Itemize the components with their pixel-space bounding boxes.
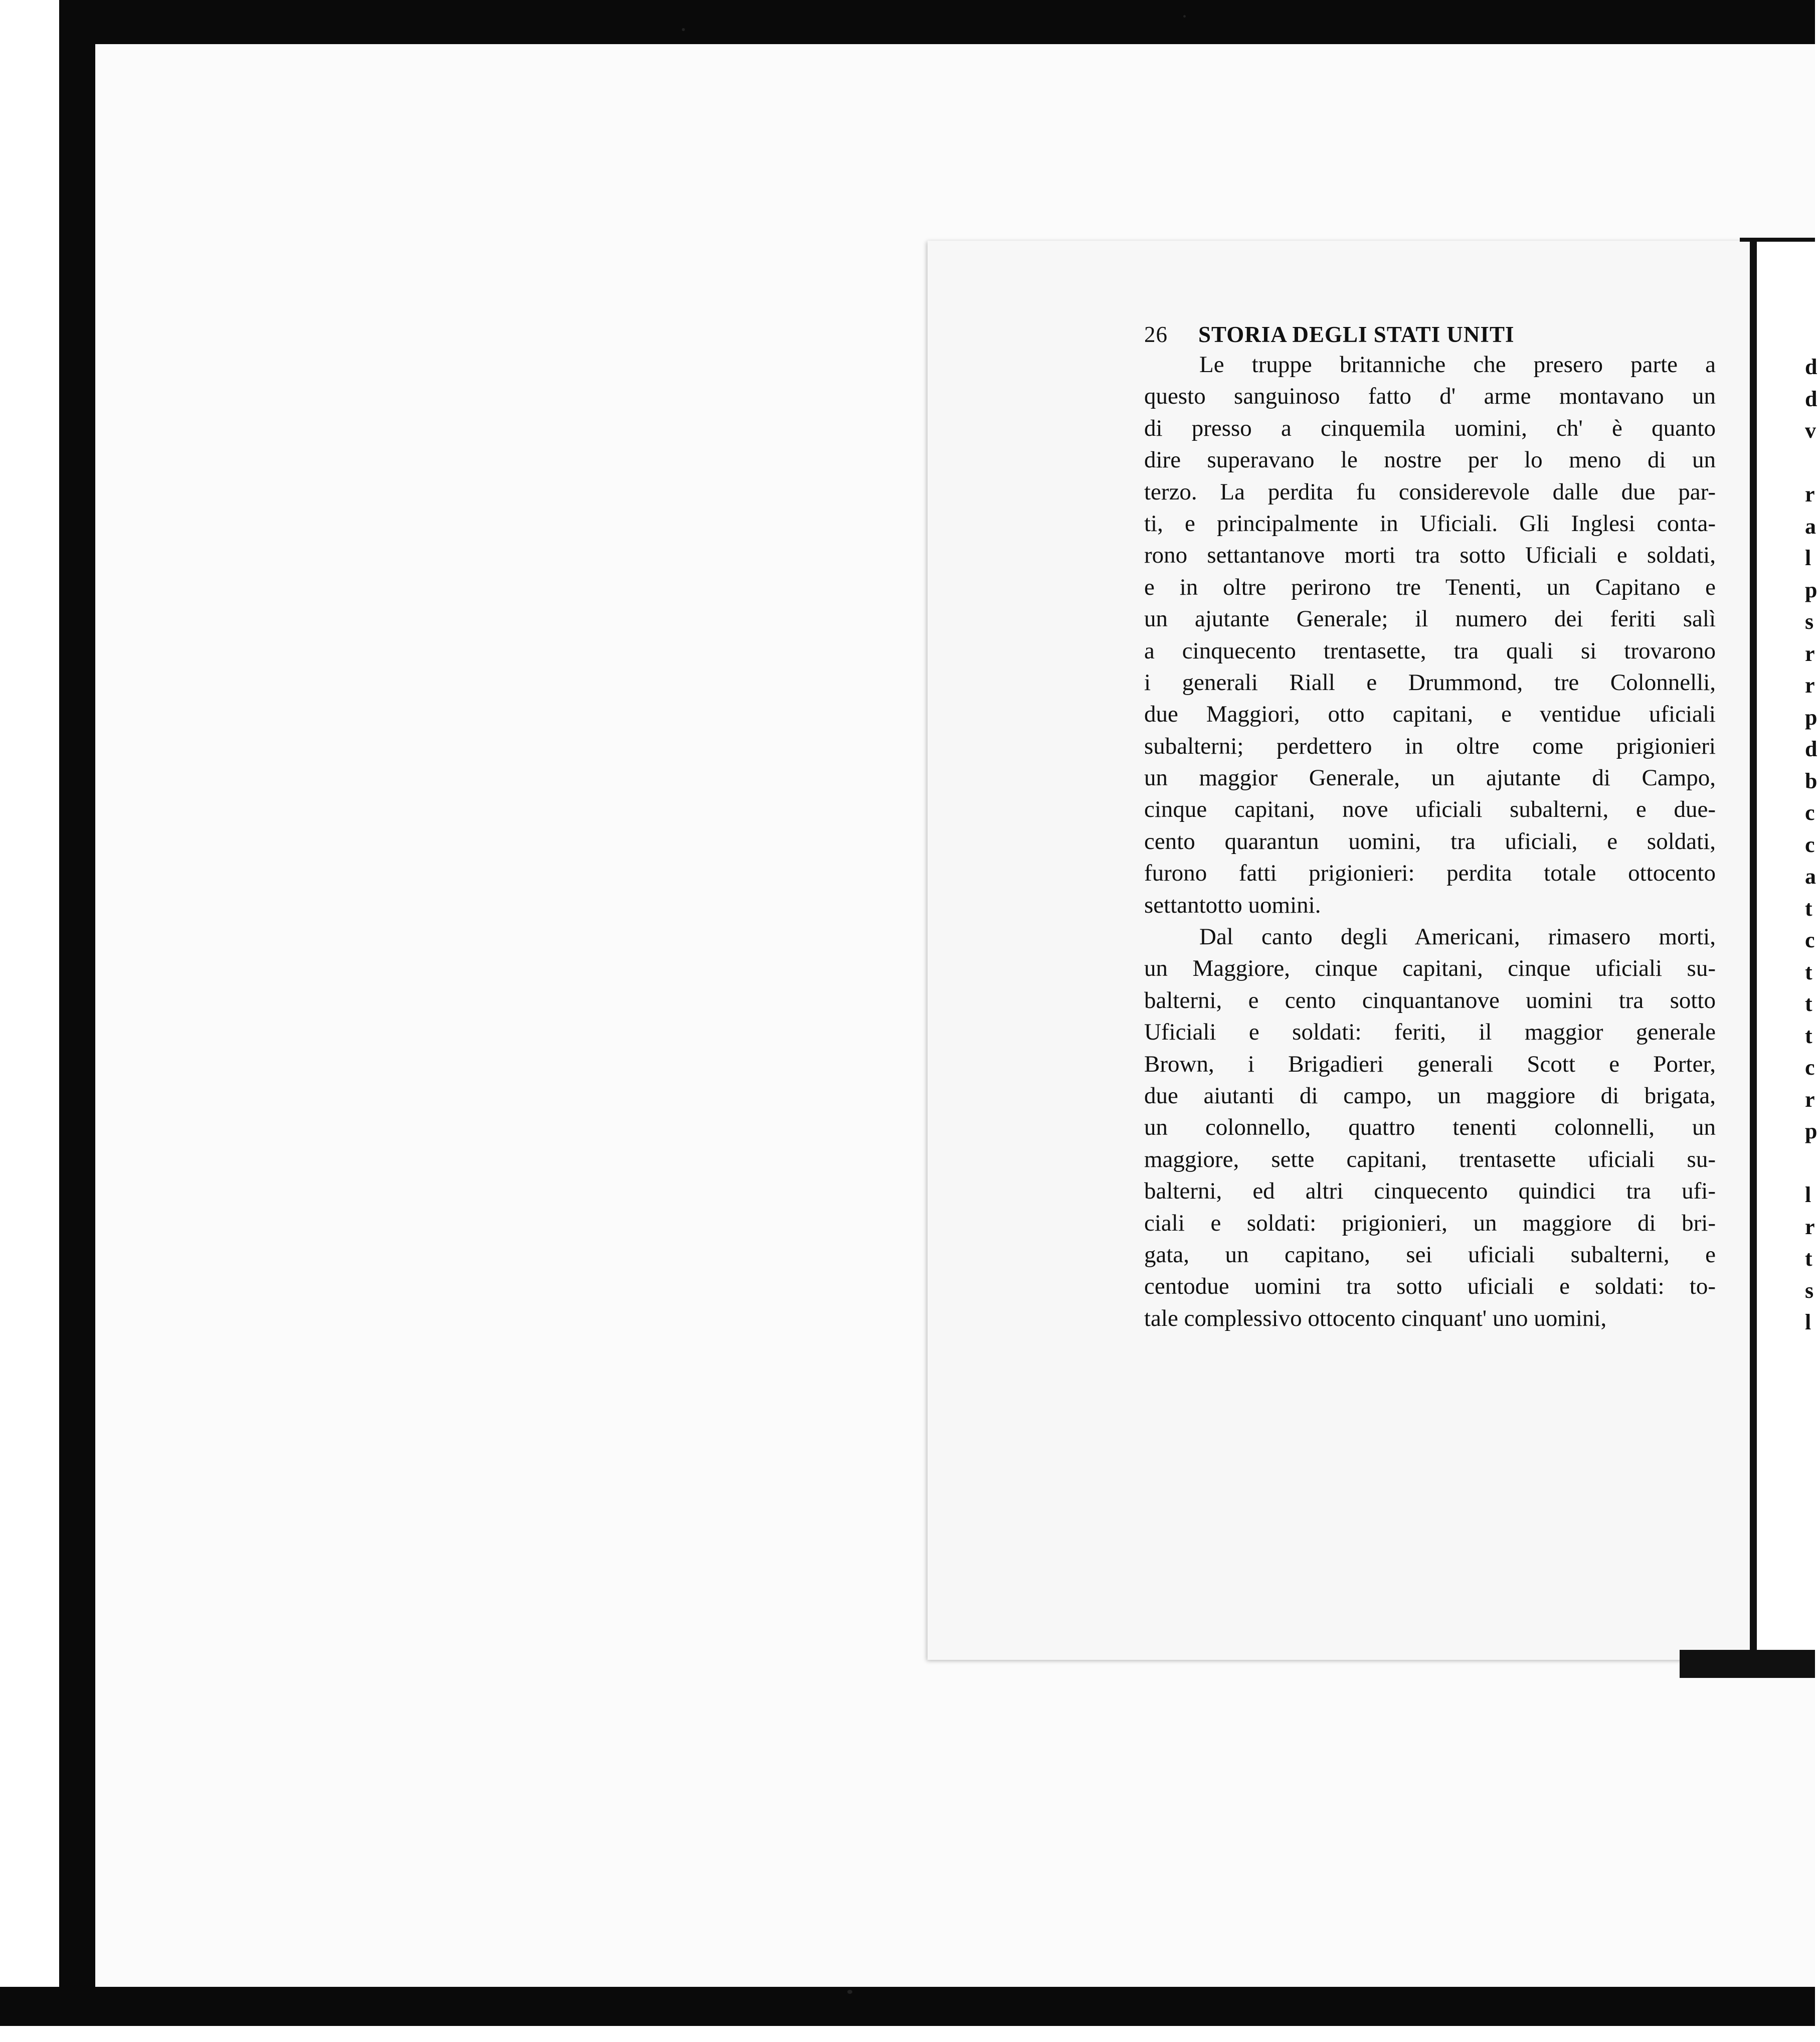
binding-bottom-edge bbox=[1680, 1650, 1815, 1678]
text-line: centodue uomini tra sotto uficiali e soldati: to- bbox=[1144, 1273, 1716, 1300]
text-line: maggiore, sette capitani, trentasette uficiali su- bbox=[1144, 1146, 1716, 1172]
scanner-frame-top bbox=[0, 0, 1815, 44]
text-line: settantotto uomini. bbox=[1144, 892, 1321, 918]
text-line: balterni, e cento cinquantanove uomini tra sotto bbox=[1144, 987, 1716, 1013]
facing-page-letter bbox=[1805, 1147, 1820, 1179]
dust-speck bbox=[1183, 15, 1186, 18]
book-binding bbox=[1750, 240, 1757, 1654]
facing-page-letter: c bbox=[1805, 1055, 1815, 1080]
text-line: cento quarantun uomini, tra uficiali, e soldati, bbox=[1144, 828, 1716, 855]
text-line: un Maggiore, cinque capitani, cinque uficiali su- bbox=[1144, 955, 1716, 982]
facing-page-letter: a bbox=[1805, 864, 1816, 889]
running-head-title: STORIA DEGLI STATI UNITI bbox=[1198, 322, 1515, 347]
facing-page-letter: d bbox=[1805, 386, 1817, 411]
facing-page-letter: c bbox=[1805, 800, 1815, 825]
facing-page-letter bbox=[1805, 447, 1820, 479]
facing-page-letter: b bbox=[1805, 768, 1817, 793]
text-line: balterni, ed altri cinquecento quindici tra ufi- bbox=[1144, 1178, 1716, 1205]
facing-page-letter: l bbox=[1805, 546, 1811, 570]
facing-page-letter: r bbox=[1805, 641, 1815, 666]
text-line: e in oltre perirono tre Tenenti, un Capitano e bbox=[1144, 574, 1716, 600]
facing-page-letter: r bbox=[1805, 482, 1815, 506]
text-line: dire superavano le nostre per lo meno di un bbox=[1144, 447, 1716, 473]
text-line: questo sanguinoso fatto d' arme montavano un bbox=[1144, 383, 1716, 410]
text-line: ciali e soldati: prigionieri, un maggiore di bri- bbox=[1144, 1210, 1716, 1236]
facing-page-letter: l bbox=[1805, 1182, 1811, 1207]
facing-page-letter: c bbox=[1805, 832, 1815, 857]
facing-page-letter: c bbox=[1805, 928, 1815, 952]
facing-page-text bbox=[1805, 351, 1820, 1338]
facing-page-letter: s bbox=[1805, 609, 1814, 634]
body-text bbox=[1144, 349, 1716, 1334]
text-line: di presso a cinquemila uomini, ch' è quanto bbox=[1144, 415, 1716, 441]
text-line: subalterni; perdettero in oltre come prigionieri bbox=[1144, 733, 1716, 759]
text-line: i generali Riall e Drummond, tre Colonnelli, bbox=[1144, 669, 1716, 696]
text-line: un ajutante Generale; il numero dei feriti salì bbox=[1144, 606, 1716, 632]
facing-page-letter: t bbox=[1805, 896, 1812, 921]
page-text bbox=[1144, 320, 1716, 1334]
facing-page-letter: t bbox=[1805, 991, 1812, 1016]
text-line: gata, un capitano, sei uficiali subalterni, e bbox=[1144, 1241, 1716, 1268]
facing-page-letter: r bbox=[1805, 1214, 1815, 1239]
facing-page-letter: p bbox=[1805, 705, 1817, 730]
scanner-frame-left-margin bbox=[0, 0, 59, 2042]
text-line: cinque capitani, nove uficiali subalterni, e due- bbox=[1144, 796, 1716, 823]
dust-speck bbox=[682, 28, 685, 31]
text-line: un maggior Generale, un ajutante di Campo, bbox=[1144, 765, 1716, 791]
text-line: un colonnello, quattro tenenti colonnelli, un bbox=[1144, 1114, 1716, 1141]
text-line: Le truppe britanniche che presero parte a bbox=[1199, 352, 1716, 378]
text-line: ti, e principalmente in Uficiali. Gli Inglesi conta- bbox=[1144, 510, 1716, 537]
facing-page-letter: r bbox=[1805, 1087, 1815, 1112]
text-line: due Maggiori, otto capitani, e ventidue uficiali bbox=[1144, 701, 1716, 728]
text-line: due aiutanti di campo, un maggiore di brigata, bbox=[1144, 1082, 1716, 1109]
text-line: terzo. La perdita fu considerevole dalle due par- bbox=[1144, 478, 1716, 505]
facing-page-letter: p bbox=[1805, 577, 1817, 602]
running-head bbox=[1144, 320, 1716, 349]
text-line: Brown, i Brigadieri generali Scott e Porter, bbox=[1144, 1051, 1716, 1077]
text-line: Uficiali e soldati: feriti, il maggior generale bbox=[1144, 1019, 1716, 1046]
facing-page-letter: d bbox=[1805, 355, 1817, 379]
facing-page-letter: l bbox=[1805, 1310, 1811, 1334]
scanner-frame-bottom-margin bbox=[0, 2026, 1815, 2042]
text-line: Dal canto degli Americani, rimasero morti, bbox=[1199, 924, 1716, 950]
text-line: tale complessivo ottocento cinquant' uno uomini, bbox=[1144, 1305, 1607, 1331]
facing-page-letter: v bbox=[1805, 418, 1816, 443]
facing-page-letter: r bbox=[1805, 673, 1815, 698]
text-line: furono fatti prigionieri: perdita totale ottocento bbox=[1144, 860, 1716, 887]
facing-page-letter: a bbox=[1805, 514, 1816, 539]
facing-page-letter: t bbox=[1805, 1246, 1812, 1271]
facing-page-letter: d bbox=[1805, 737, 1817, 761]
dust-speck bbox=[847, 1990, 852, 1994]
facing-page-letter: t bbox=[1805, 959, 1812, 984]
facing-page-letter: s bbox=[1805, 1278, 1814, 1303]
facing-page-letter: t bbox=[1805, 1023, 1812, 1048]
text-line: a cinquecento trentasette, tra quali si trovarono bbox=[1144, 637, 1716, 664]
facing-page-letter: p bbox=[1805, 1119, 1817, 1143]
page-number: 26 bbox=[1144, 322, 1168, 347]
text-line: rono settantanove morti tra sotto Uficiali e soldati, bbox=[1144, 542, 1716, 569]
